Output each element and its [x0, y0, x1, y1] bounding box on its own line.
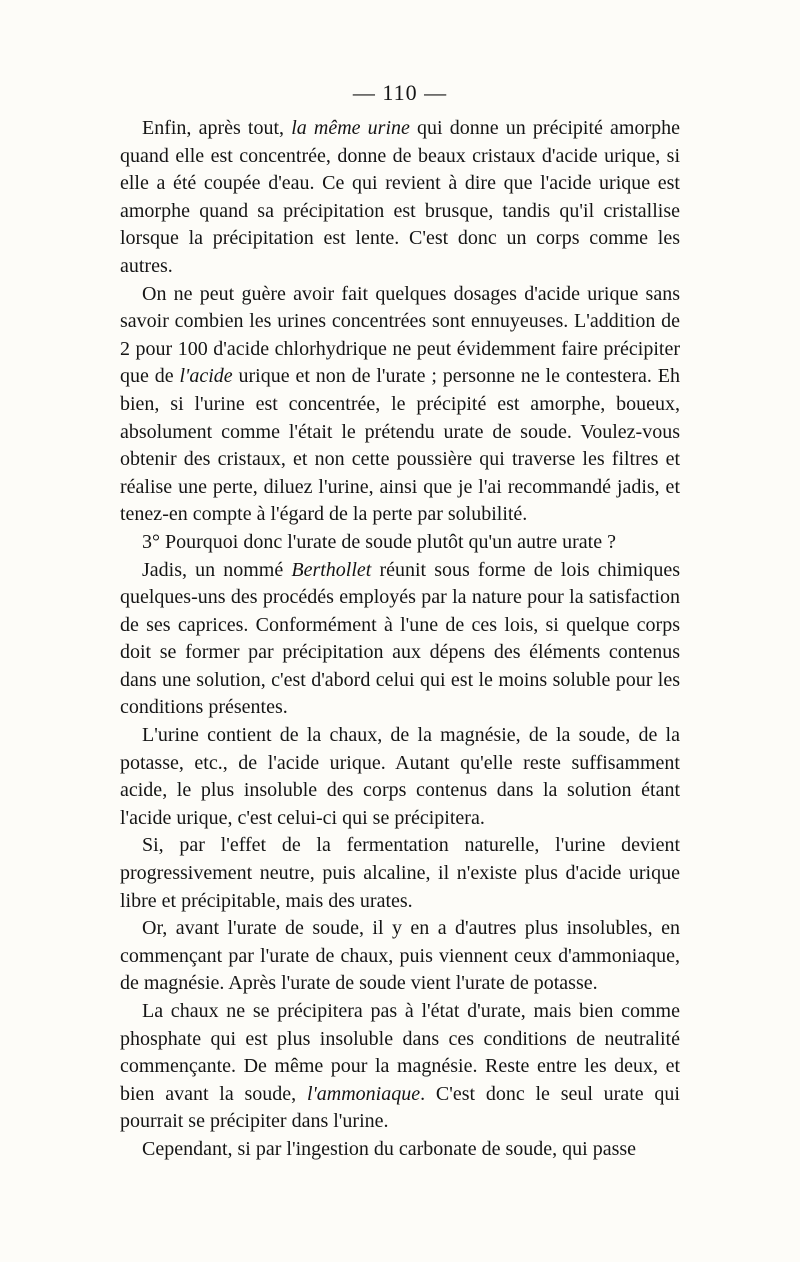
paragraph-5 [120, 722, 680, 832]
text-segment: . C'est donc le seul urate qui pourrait se précipiter dans l'urine. [120, 1082, 680, 1133]
body-text [120, 115, 680, 1164]
italic-segment: l'ammoniaque [306, 1082, 421, 1105]
text-segment: réunit sous forme de lois chimiques quelques-uns des procédés employés par la nature pour la satisfaction de ses caprices. Conformément à l'une de ces lois, si quelque corps doit se former par précipitation aux dépens des éléments contenus dans une solution, c'est d'abord celui qui est le moins soluble pour les conditions présentes. [120, 558, 681, 719]
paragraph-4 [120, 557, 680, 723]
italic-segment: la même urine [291, 117, 410, 139]
text-segment: Jadis, un nommé [142, 558, 292, 581]
text-segment: 3° Pourquoi donc l'urate de soude plutôt qu'un autre urate ? [142, 530, 616, 553]
text-segment: L'urine contient de la chaux, de la magnésie, de la soude, de la potasse, etc., de l'acide urique. Autant qu'elle reste suffisamment acide, le plus insoluble des corps contenus dans la solution étant l'acide urique, c'est celui-ci qui se précipitera. [120, 724, 680, 829]
text-segment: On ne peut guère avoir fait quelques dosages d'acide urique sans savoir combien les urines concentrées sont ennuyeuses. L'addition de 2 pour 100 d'acide chlorhydrique ne peut évidemment faire précipiter que de [120, 282, 680, 388]
text-segment: Or, avant l'urate de soude, il y en a d'autres plus insolubles, en commençant par l'urate de chaux, puis viennent ceux d'ammoniaque, de magnésie. Après l'urate de soude vient l'urate de potasse. [120, 917, 680, 995]
paragraph-2 [120, 281, 680, 529]
paragraph-3 [120, 529, 680, 557]
italic-segment: l'acide [179, 365, 233, 388]
text-segment: urique et non de l'urate ; personne ne le contestera. Eh bien, si l'urine est concentrée, le précipité est amorphe, boueux, absolument comme l'était le prétendu urate de soude. Voulez-vous obtenir des cristaux, et non cette poussière qui traverse les filtres et réalise une perte, diluez l'urine, ainsi que je l'ai recommandé jadis, et tenez-en compte à l'égard de la perte par solubilité. [120, 365, 680, 526]
paragraph-1 [120, 115, 680, 281]
text-segment: La chaux ne se précipitera pas à l'état d'urate, mais bien comme phosphate qui est plus insoluble dans ces conditions de neutralité commençante. De même pour la magnésie. Reste entre les deux, et bien avant la soude, [120, 1000, 680, 1105]
paragraph-7 [120, 915, 680, 998]
italic-segment: Berthollet [291, 558, 372, 581]
page-number: — 110 — [352, 80, 448, 105]
text-segment: Enfin, après tout, [142, 117, 292, 139]
text-segment: Si, par l'effet de la fermentation naturelle, l'urine devient progressivement neutre, puis alcaline, il n'existe plus d'acide urique libre et précipitable, mais des urates. [120, 834, 680, 912]
paragraph-6 [120, 832, 680, 915]
paragraph-9 [120, 1136, 680, 1164]
text-segment: qui donne un précipité amorphe quand elle est concentrée, donne de beaux cristaux d'acide urique, si elle a été coupée d'eau. Ce qui revient à dire que l'acide urique est amorphe quand sa précipitation est brusque, tandis qu'il cristallise lorsque la précipitation est lente. C'est donc un corps comme les autres. [120, 117, 680, 277]
paragraph-8 [120, 998, 680, 1136]
text-segment: Cependant, si par l'ingestion du carbonate de soude, qui passe [142, 1137, 637, 1160]
